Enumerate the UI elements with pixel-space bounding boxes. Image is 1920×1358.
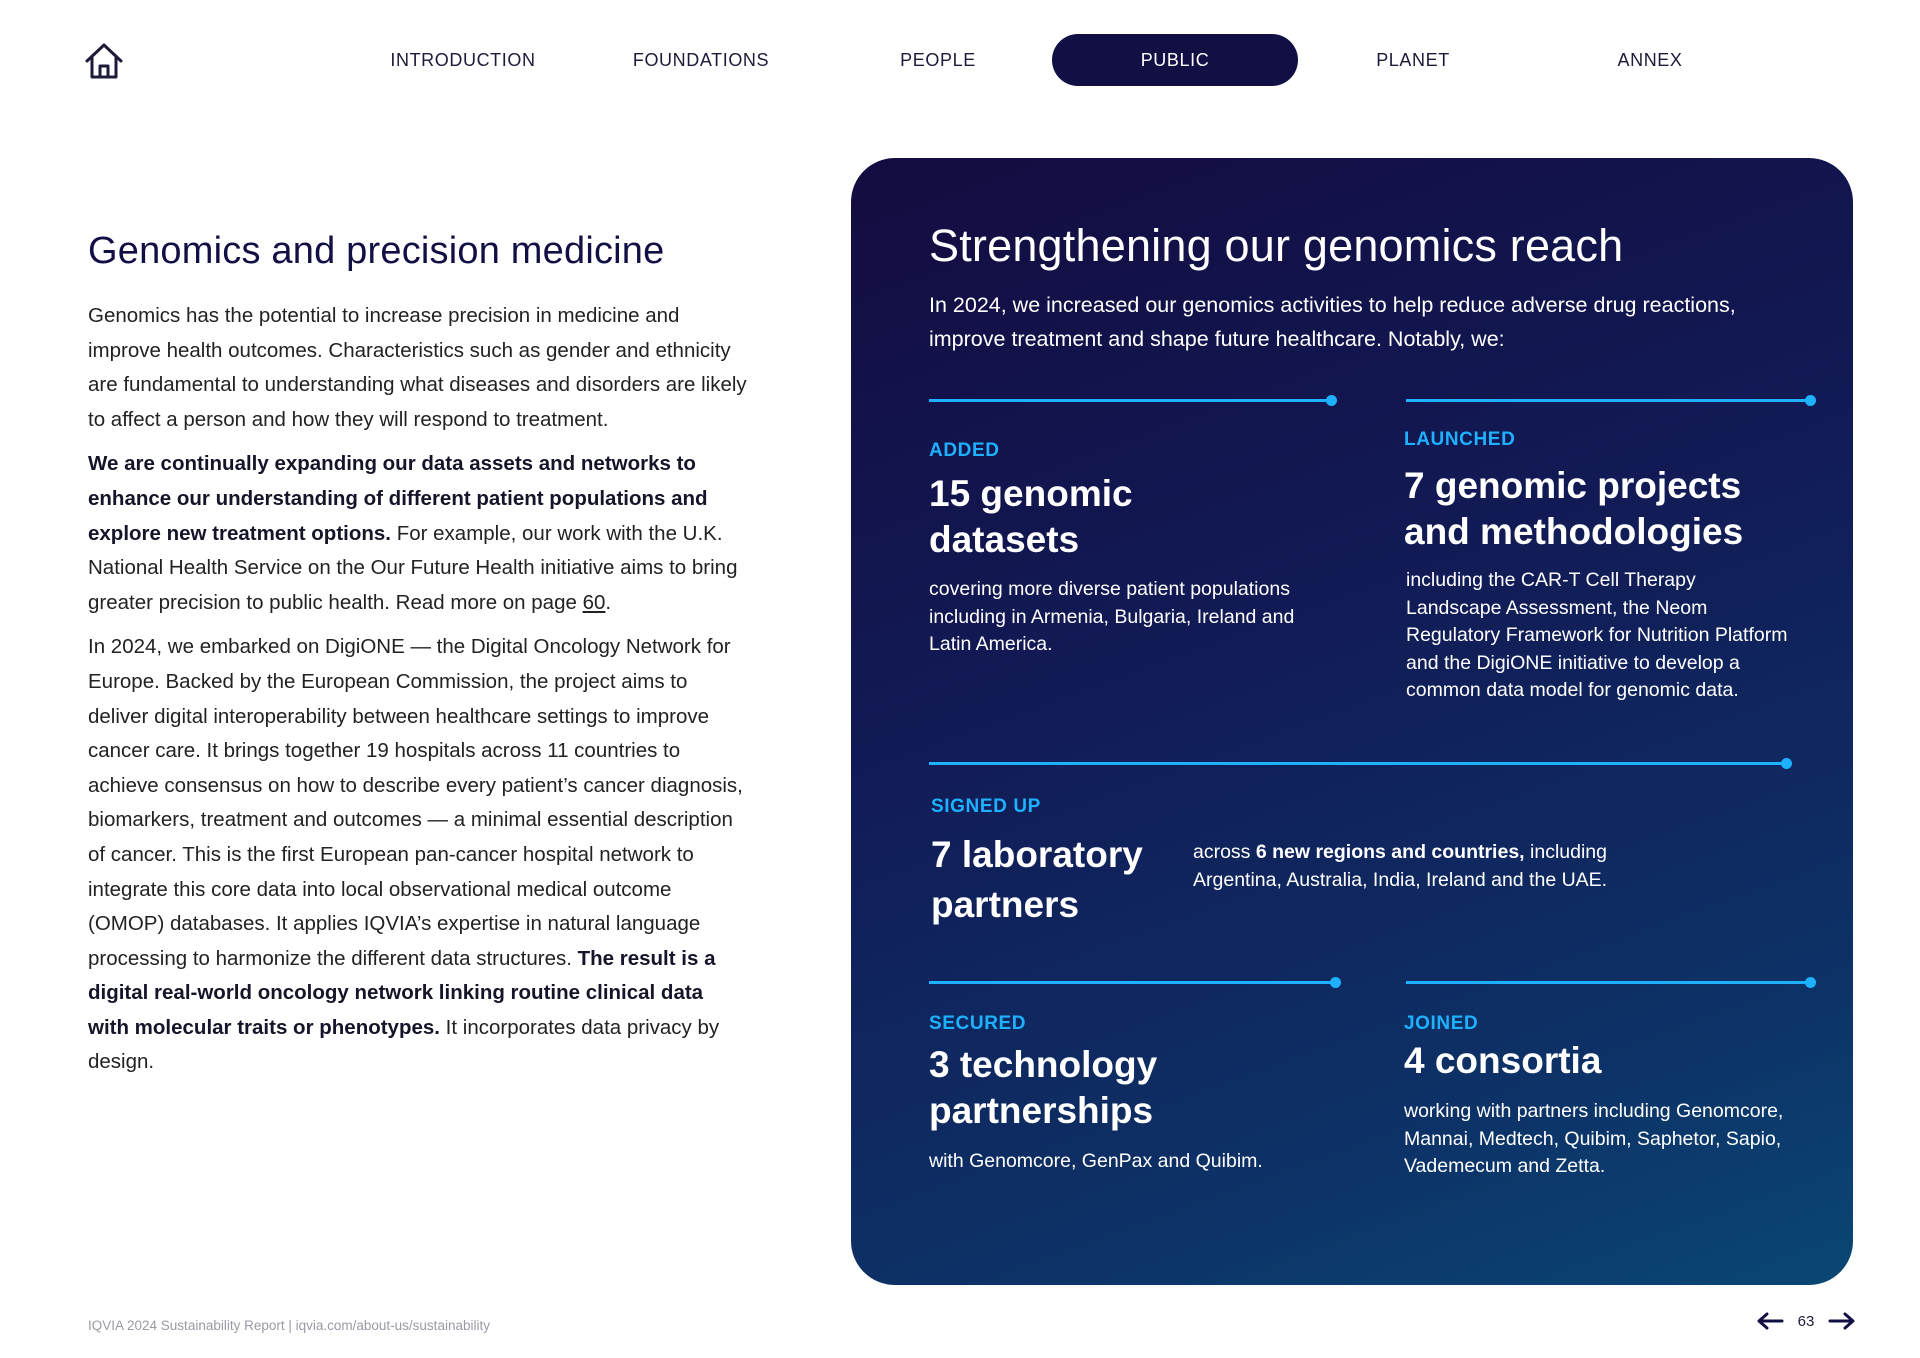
divider-added bbox=[929, 399, 1332, 402]
footer-text: IQVIA 2024 Sustainability Report | iqvia.com/about-us/sustainability bbox=[88, 1318, 490, 1333]
added-description: covering more diverse patient populations including in Armenia, Bulgaria, Ireland and Latin America. bbox=[929, 578, 1295, 655]
genomics-reach-panel bbox=[851, 158, 1853, 1285]
nav-introduction[interactable]: INTRODUCTION bbox=[390, 49, 536, 70]
signed-up-description bbox=[1193, 839, 1613, 894]
panel-intro: In 2024, we increased our genomics activities to help reduce adverse drug reactions, improve treatment and shape future healthcare. Notably, we: bbox=[929, 293, 1736, 351]
launched-description: including the CAR-T Cell Therapy Landscape Assessment, the Neom Regulatory Framework for Nutrition Platform and the DigiONE initiative to develop a common data model for genomic data. bbox=[1406, 569, 1788, 701]
secured-headline-2: partnerships bbox=[929, 1090, 1154, 1131]
article-column bbox=[88, 230, 748, 1090]
added-headline-2: datasets bbox=[929, 519, 1080, 560]
joined-description: working with partners including Genomcore, Mannai, Medtech, Quibim, Saphetor, Sapio, Vademecum and Zetta. bbox=[1404, 1100, 1784, 1177]
signed-up-desc-rest: including Argentina, Australia, India, Ireland and the UAE. bbox=[1193, 841, 1608, 891]
nav-planet[interactable]: PLANET bbox=[1376, 49, 1450, 70]
joined-headline: 4 consortia bbox=[1404, 1040, 1602, 1081]
paragraph-3-bold: The result is a digital real-world oncology network linking routine clinical data with molecular traits or phenotypes. bbox=[88, 946, 716, 1039]
paragraph-3 bbox=[88, 630, 748, 1080]
launched-kicker: LAUNCHED bbox=[1404, 429, 1516, 450]
nav-annex[interactable]: ANNEX bbox=[1617, 49, 1683, 70]
page-60-link[interactable]: 60 bbox=[582, 590, 606, 614]
divider-signed-up bbox=[929, 762, 1787, 765]
paragraph-2-text: For example, our work with the U.K. National Health Service on the Our Future Health initiative aims to bring greater precision to public health. Read more on page bbox=[88, 521, 738, 614]
signed-up-headline-2: partners bbox=[931, 884, 1080, 925]
signed-up-headline-1: 7 laboratory bbox=[931, 834, 1143, 875]
panel-title: Strengthening our genomics reach bbox=[929, 220, 1624, 271]
launched-headline-1: 7 genomic projects bbox=[1404, 465, 1742, 506]
joined-kicker: JOINED bbox=[1404, 1013, 1479, 1034]
nav-foundations[interactable]: FOUNDATIONS bbox=[632, 49, 770, 70]
secured-headline-1: 3 technology bbox=[929, 1044, 1158, 1085]
signed-up-desc-start: across bbox=[1193, 841, 1256, 863]
paragraph-3-text: In 2024, we embarked on DigiONE — the Digital Oncology Network for Europe. Backed by the European Commission, the project aims to deliver digital interoperability between healthcare settings to improve cancer care. It brings together 19 hospitals across 11 countries to achieve consensus on how to describe every patient’s cancer diagnosis, biomarkers, treatment and outcomes — a minimal essential description of cancer. This is the first European pan-cancer hospital network to integrate this core data into local observational medical outcome (OMOP) databases. It applies IQVIA’s expertise in natural language processing to harmonize the different data structures. bbox=[88, 635, 743, 970]
arrow-left-icon[interactable] bbox=[1756, 1311, 1784, 1331]
nav-people[interactable]: PEOPLE bbox=[900, 49, 976, 70]
divider-secured bbox=[929, 981, 1336, 984]
section-title: Genomics and precision medicine bbox=[88, 230, 665, 272]
signed-up-kicker: SIGNED UP bbox=[931, 796, 1041, 817]
paragraph-2-end: . bbox=[605, 590, 612, 614]
secured-kicker: SECURED bbox=[929, 1013, 1027, 1034]
top-navigation bbox=[0, 34, 1920, 86]
paragraph-2 bbox=[88, 447, 748, 620]
added-kicker: ADDED bbox=[929, 440, 1000, 461]
signed-up-desc-bold: 6 new regions and countries, bbox=[1255, 841, 1525, 863]
launched-headline-2: and methodologies bbox=[1404, 511, 1744, 552]
paragraph-2-bold: We are continually expanding our data assets and networks to enhance our understanding of different patient populations and explore new treatment options. bbox=[88, 452, 708, 545]
arrow-right-icon[interactable] bbox=[1828, 1311, 1856, 1331]
divider-launched bbox=[1406, 399, 1811, 402]
divider-joined bbox=[1406, 981, 1811, 984]
added-headline-1: 15 genomic bbox=[929, 473, 1133, 514]
paragraph-1: Genomics has the potential to increase precision in medicine and improve health outcomes. Characteristics such as gender and ethnicity are fundamental to understanding what diseases and disorders are likely to affect a person and how they will respond to treatment. bbox=[88, 304, 747, 431]
pager bbox=[1756, 1308, 1856, 1334]
paragraph-3-end: It incorporates data privacy by design. bbox=[88, 1015, 720, 1074]
page-number: 63 bbox=[1797, 1312, 1815, 1330]
secured-description: with Genomcore, GenPax and Quibim. bbox=[929, 1150, 1263, 1172]
nav-public[interactable]: PUBLIC bbox=[1052, 34, 1298, 86]
